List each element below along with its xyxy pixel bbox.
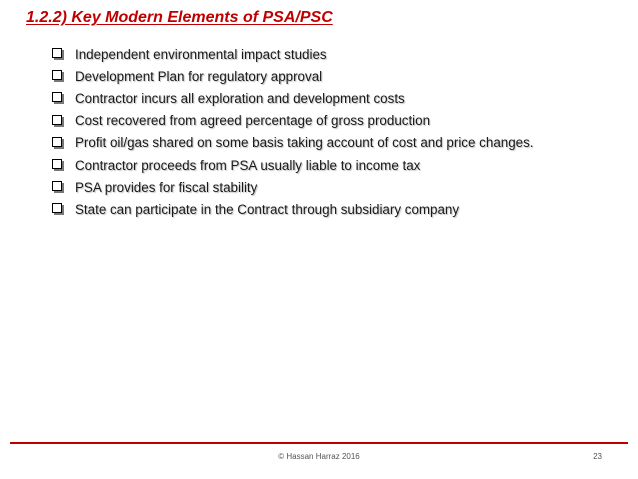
checkbox-square-icon xyxy=(52,203,62,213)
checkbox-square-icon xyxy=(52,115,62,125)
slide-title: 1.2.2) Key Modern Elements of PSA/PSC xyxy=(26,9,333,26)
bullet-text: Contractor incurs all exploration and development costs xyxy=(75,90,405,106)
footer-divider xyxy=(10,442,628,444)
bullet-item xyxy=(52,43,534,65)
bullet-item xyxy=(52,87,534,109)
checkbox-square-icon xyxy=(52,159,62,169)
bullet-item xyxy=(52,198,534,220)
bullet-list xyxy=(52,43,534,221)
bullet-item xyxy=(52,65,534,87)
checkbox-square-icon xyxy=(52,181,62,191)
footer-copyright: © Hassan Harraz 2016 xyxy=(278,452,360,461)
bullet-text: PSA provides for fiscal stability xyxy=(75,179,258,195)
bullet-item xyxy=(52,176,534,198)
page-number: 23 xyxy=(593,452,602,461)
bullet-text: State can participate in the Contract through subsidiary company xyxy=(75,201,460,217)
bullet-item xyxy=(52,132,534,154)
bullet-item xyxy=(52,154,534,176)
bullet-text: Contractor proceeds from PSA usually liable to income tax xyxy=(75,157,421,173)
bullet-text: Independent environmental impact studies xyxy=(75,46,327,62)
bullet-text: Profit oil/gas shared on some basis taking account of cost and price changes. xyxy=(75,135,534,151)
checkbox-square-icon xyxy=(52,92,62,102)
bullet-item xyxy=(52,110,534,132)
bullet-text: Cost recovered from agreed percentage of gross production xyxy=(75,113,431,129)
checkbox-square-icon xyxy=(52,137,62,147)
checkbox-square-icon xyxy=(52,70,62,80)
checkbox-square-icon xyxy=(52,48,62,58)
bullet-text: Development Plan for regulatory approval xyxy=(75,68,323,84)
